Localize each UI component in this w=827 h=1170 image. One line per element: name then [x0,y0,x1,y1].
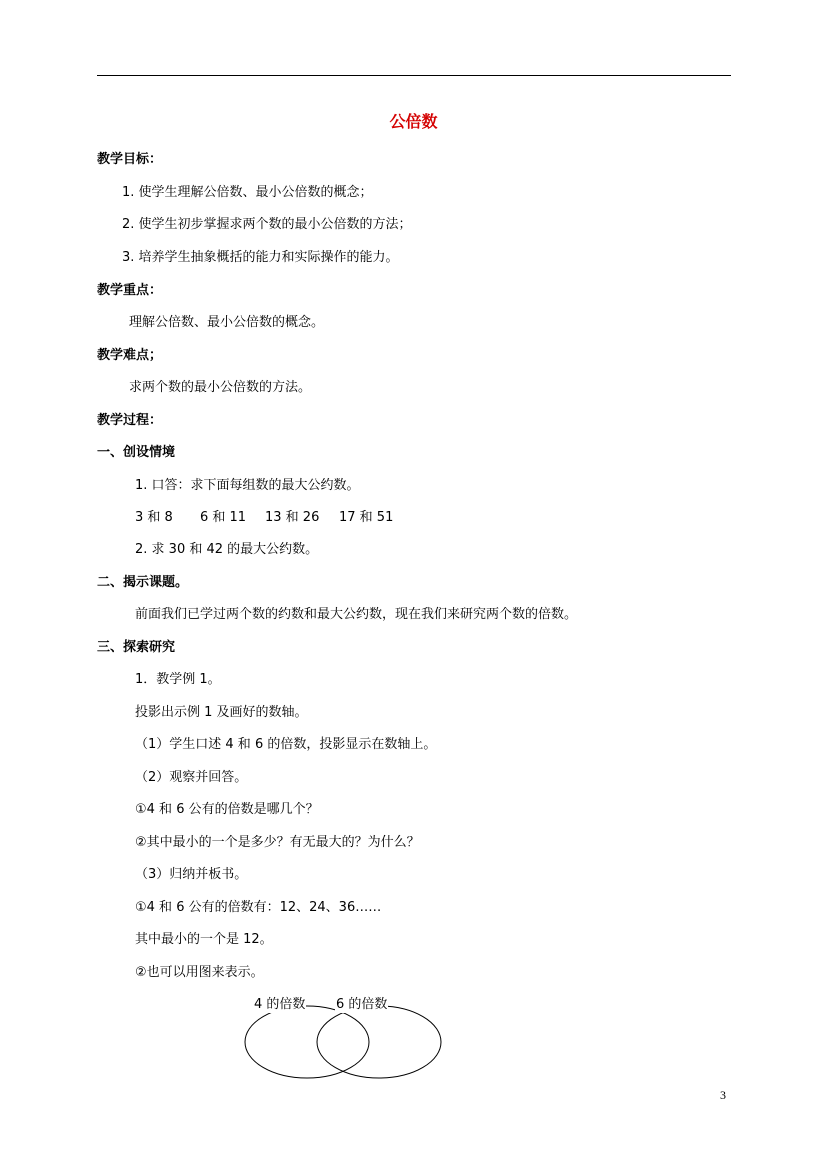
difficulty-text: 求两个数的最小公倍数的方法。 [129,380,312,395]
section3-line: ②其中最小的一个是多少？有无最大的？为什么？ [135,835,420,850]
section2-text: 前面我们已学过两个数的约数和最大公约数，现在我们来研究两个数的倍数。 [135,607,578,622]
difficulty-heading: 教学难点； [97,348,163,363]
venn-right-label: 6 的倍数 [336,997,388,1012]
venn-circle-right [317,1006,441,1078]
section3-line: ②也可以用图来表示。 [135,965,264,980]
section3-line: ①4 和 6 公有的倍数有：12、24、36…… [135,900,382,915]
page-number: 3 [720,1088,726,1102]
section3-line: 投影出示例 1 及画好的数轴。 [135,705,308,720]
goal-item: 2. 使学生初步掌握求两个数的最小公倍数的方法； [122,217,412,232]
goal-item: 1. 使学生理解公倍数、最小公倍数的概念； [122,185,373,200]
process-heading: 教学过程： [97,413,163,428]
section3-line: （3）归纳并板书。 [135,867,248,882]
goals-heading: 教学目标： [97,152,163,167]
venn-circle-left [245,1006,369,1078]
section3-line: 1．教学例 1。 [135,672,221,687]
section3-line: （1）学生口述 4 和 6 的倍数，投影显示在数轴上。 [135,737,437,752]
header-rule [97,75,731,76]
key-point-heading: 教学重点： [97,283,163,298]
section1-item2: 2. 求 30 和 42 的最大公约数。 [135,542,319,557]
goal-item: 3. 培养学生抽象概括的能力和实际操作的能力。 [122,250,399,265]
number-pair: 6 和 11 [200,510,247,525]
venn-left-label: 4 的倍数 [254,997,306,1012]
section1-item1: 1. 口答：求下面每组数的最大公约数。 [135,478,360,493]
venn-diagram [240,1002,450,1084]
section3-heading: 三、探索研究 [97,640,176,655]
section3-line: （2）观察并回答。 [135,770,248,785]
key-point-text: 理解公倍数、最小公倍数的概念。 [129,315,325,330]
number-pair: 3 和 8 [135,510,173,525]
section3-line: 其中最小的一个是 12。 [135,932,273,947]
number-pair: 17 和 51 [339,510,394,525]
section2-heading: 二、揭示课题。 [97,575,189,590]
section1-heading: 一、创设情境 [97,445,176,460]
page-title: 公倍数 [389,112,438,131]
number-pair: 13 和 26 [265,510,320,525]
section3-line: ①4 和 6 公有的倍数是哪几个？ [135,802,319,817]
